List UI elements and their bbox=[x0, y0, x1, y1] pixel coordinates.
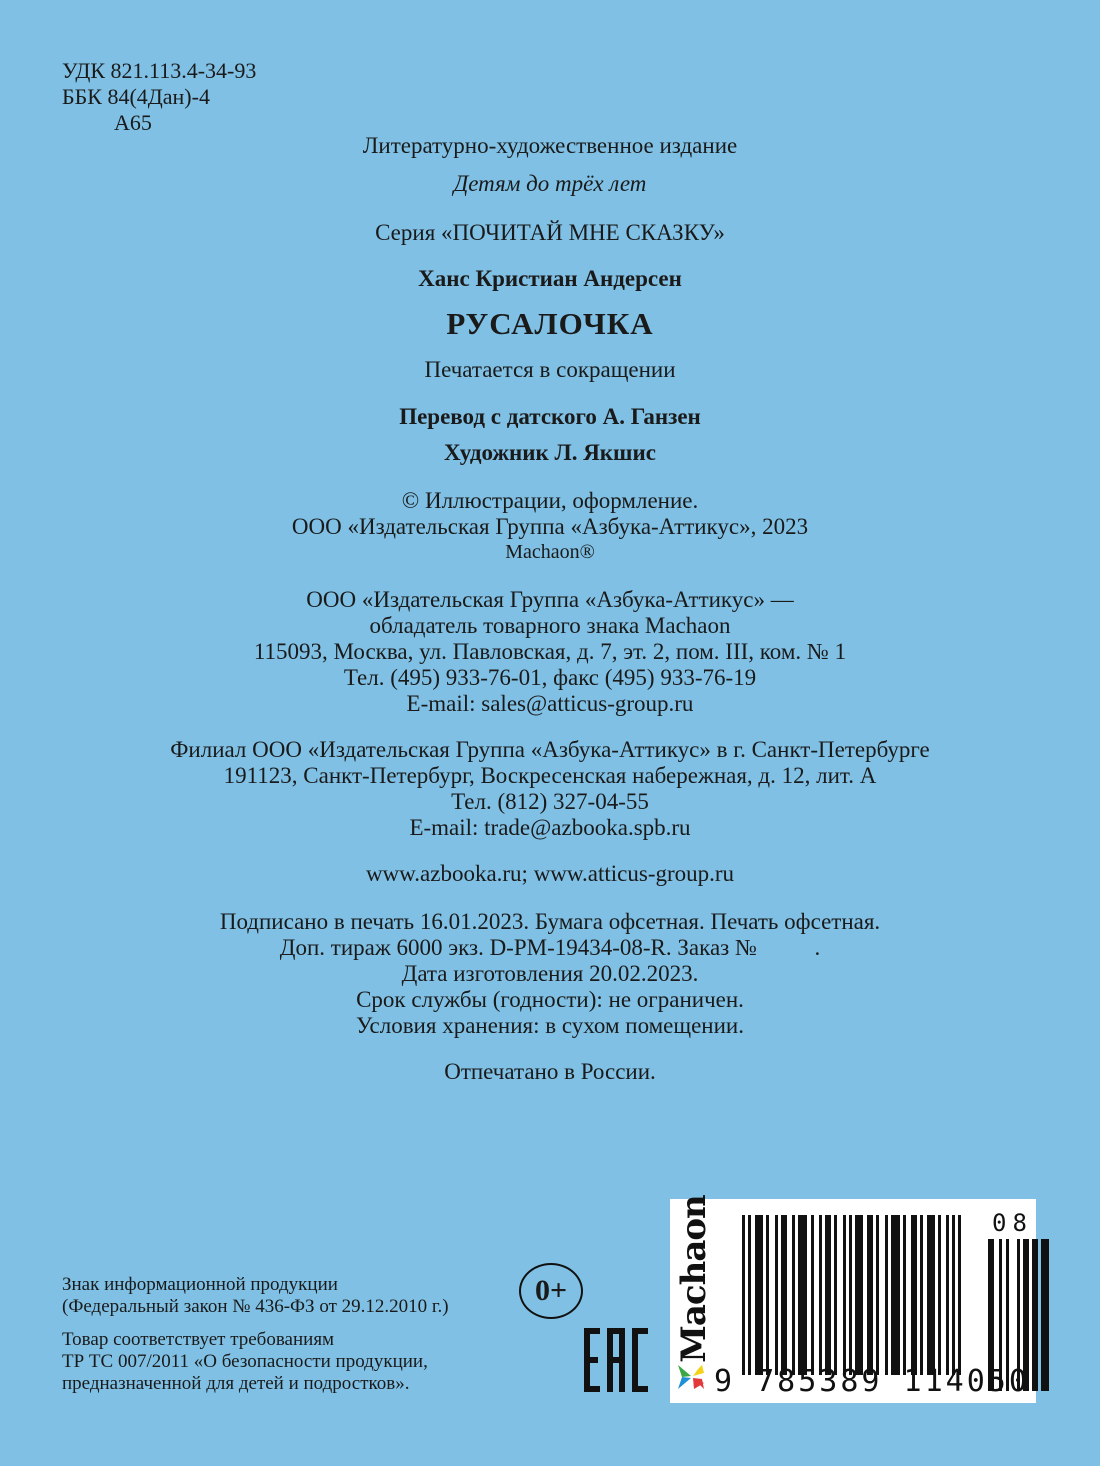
print-info-line: Дата изготовления 20.02.2023. bbox=[401, 961, 699, 986]
addon-number: 08 bbox=[992, 1209, 1033, 1237]
translator: Перевод с датского А. Ганзен bbox=[399, 404, 701, 429]
publisher-phone: Тел. (495) 933-76-01, факс (495) 933-76-19 bbox=[343, 665, 757, 690]
branch-phone: Тел. (812) 327-04-55 bbox=[451, 789, 649, 814]
eac-mark-icon bbox=[584, 1328, 650, 1392]
author-mark: А65 bbox=[114, 110, 152, 135]
compliance-line: Товар соответствует требованиям bbox=[62, 1329, 335, 1350]
udk-code: УДК 821.113.4-34-93 bbox=[62, 58, 257, 83]
compliance-line: предназначенной для детей и подростков». bbox=[62, 1373, 410, 1394]
butterfly-icon bbox=[678, 1363, 706, 1391]
edition-type: Литературно-художественное издание bbox=[362, 133, 738, 158]
websites: www.azbooka.ru; www.atticus-group.ru bbox=[365, 861, 735, 886]
print-info-line: Условия хранения: в сухом помещении. bbox=[355, 1013, 744, 1038]
abridged-note: Печатается в сокращении bbox=[424, 357, 676, 382]
copyright-line: ООО «Издательская Группа «Азбука-Аттикус», 2023 bbox=[291, 514, 809, 539]
publisher-line: обладатель товарного знака Machaon bbox=[369, 613, 731, 638]
print-info-line: Доп. тираж 6000 экз. D-PM-19434-08-R. Заказ № . bbox=[279, 935, 821, 960]
copyright-line: © Иллюстрации, оформление. bbox=[401, 488, 699, 513]
isbn-barcode bbox=[670, 1195, 1036, 1403]
machaon-logo bbox=[674, 1195, 715, 1363]
branch-address: 191123, Санкт-Петербург, Воскресенская набережная, д. 12, лит. А bbox=[223, 763, 877, 788]
author-name: Ханс Кристиан Андерсен bbox=[418, 266, 682, 291]
branch-line: Филиал ООО «Издательская Группа «Азбука-Аттикус» в г. Санкт-Петербурге bbox=[170, 737, 930, 762]
branch-email: E-mail: trade@azbooka.spb.ru bbox=[409, 815, 691, 840]
series-name: Серия «ПОЧИТАЙ МНЕ СКАЗКУ» bbox=[375, 220, 725, 245]
brand-name: Machaon bbox=[674, 1195, 715, 1363]
print-info-line: Срок службы (годности): не ограничен. bbox=[356, 987, 744, 1012]
info-sign-text bbox=[62, 1274, 449, 1318]
isbn-number: 9 785389 114050 bbox=[714, 1364, 1030, 1399]
compliance-text bbox=[62, 1329, 428, 1395]
illustrator: Художник Л. Якшис bbox=[444, 440, 656, 465]
publisher-line: ООО «Издательская Группа «Азбука-Аттикус» — bbox=[306, 587, 794, 612]
age-rating-label: 0+ bbox=[534, 1274, 568, 1307]
barcode-main-bars bbox=[742, 1215, 961, 1375]
book-title: РУСАЛОЧКА bbox=[446, 306, 654, 341]
compliance-line: ТР ТС 007/2011 «О безопасности продукции, bbox=[62, 1351, 428, 1372]
bbk-code: ББК 84(4Дан)-4 bbox=[62, 84, 210, 109]
eac-icon bbox=[584, 1328, 650, 1392]
publisher-address: 115093, Москва, ул. Павловская, д. 7, эт. 2, пом. III, ком. № 1 bbox=[253, 639, 847, 664]
copyright-line: Machaon® bbox=[505, 541, 595, 563]
print-info-line: Подписано в печать 16.01.2023. Бумага офсетная. Печать офсетная. bbox=[219, 909, 881, 934]
info-sign-line: (Федеральный закон № 436-ФЗ от 29.12.2010 г.) bbox=[62, 1296, 449, 1317]
classification-codes bbox=[62, 58, 256, 136]
age-rating-badge bbox=[519, 1263, 583, 1319]
publisher-email: E-mail: sales@atticus-group.ru bbox=[406, 691, 694, 716]
age-group: Детям до трёх лет bbox=[453, 171, 647, 196]
info-sign-line: Знак информационной продукции bbox=[62, 1274, 338, 1295]
printed-in: Отпечатано в России. bbox=[444, 1059, 656, 1084]
